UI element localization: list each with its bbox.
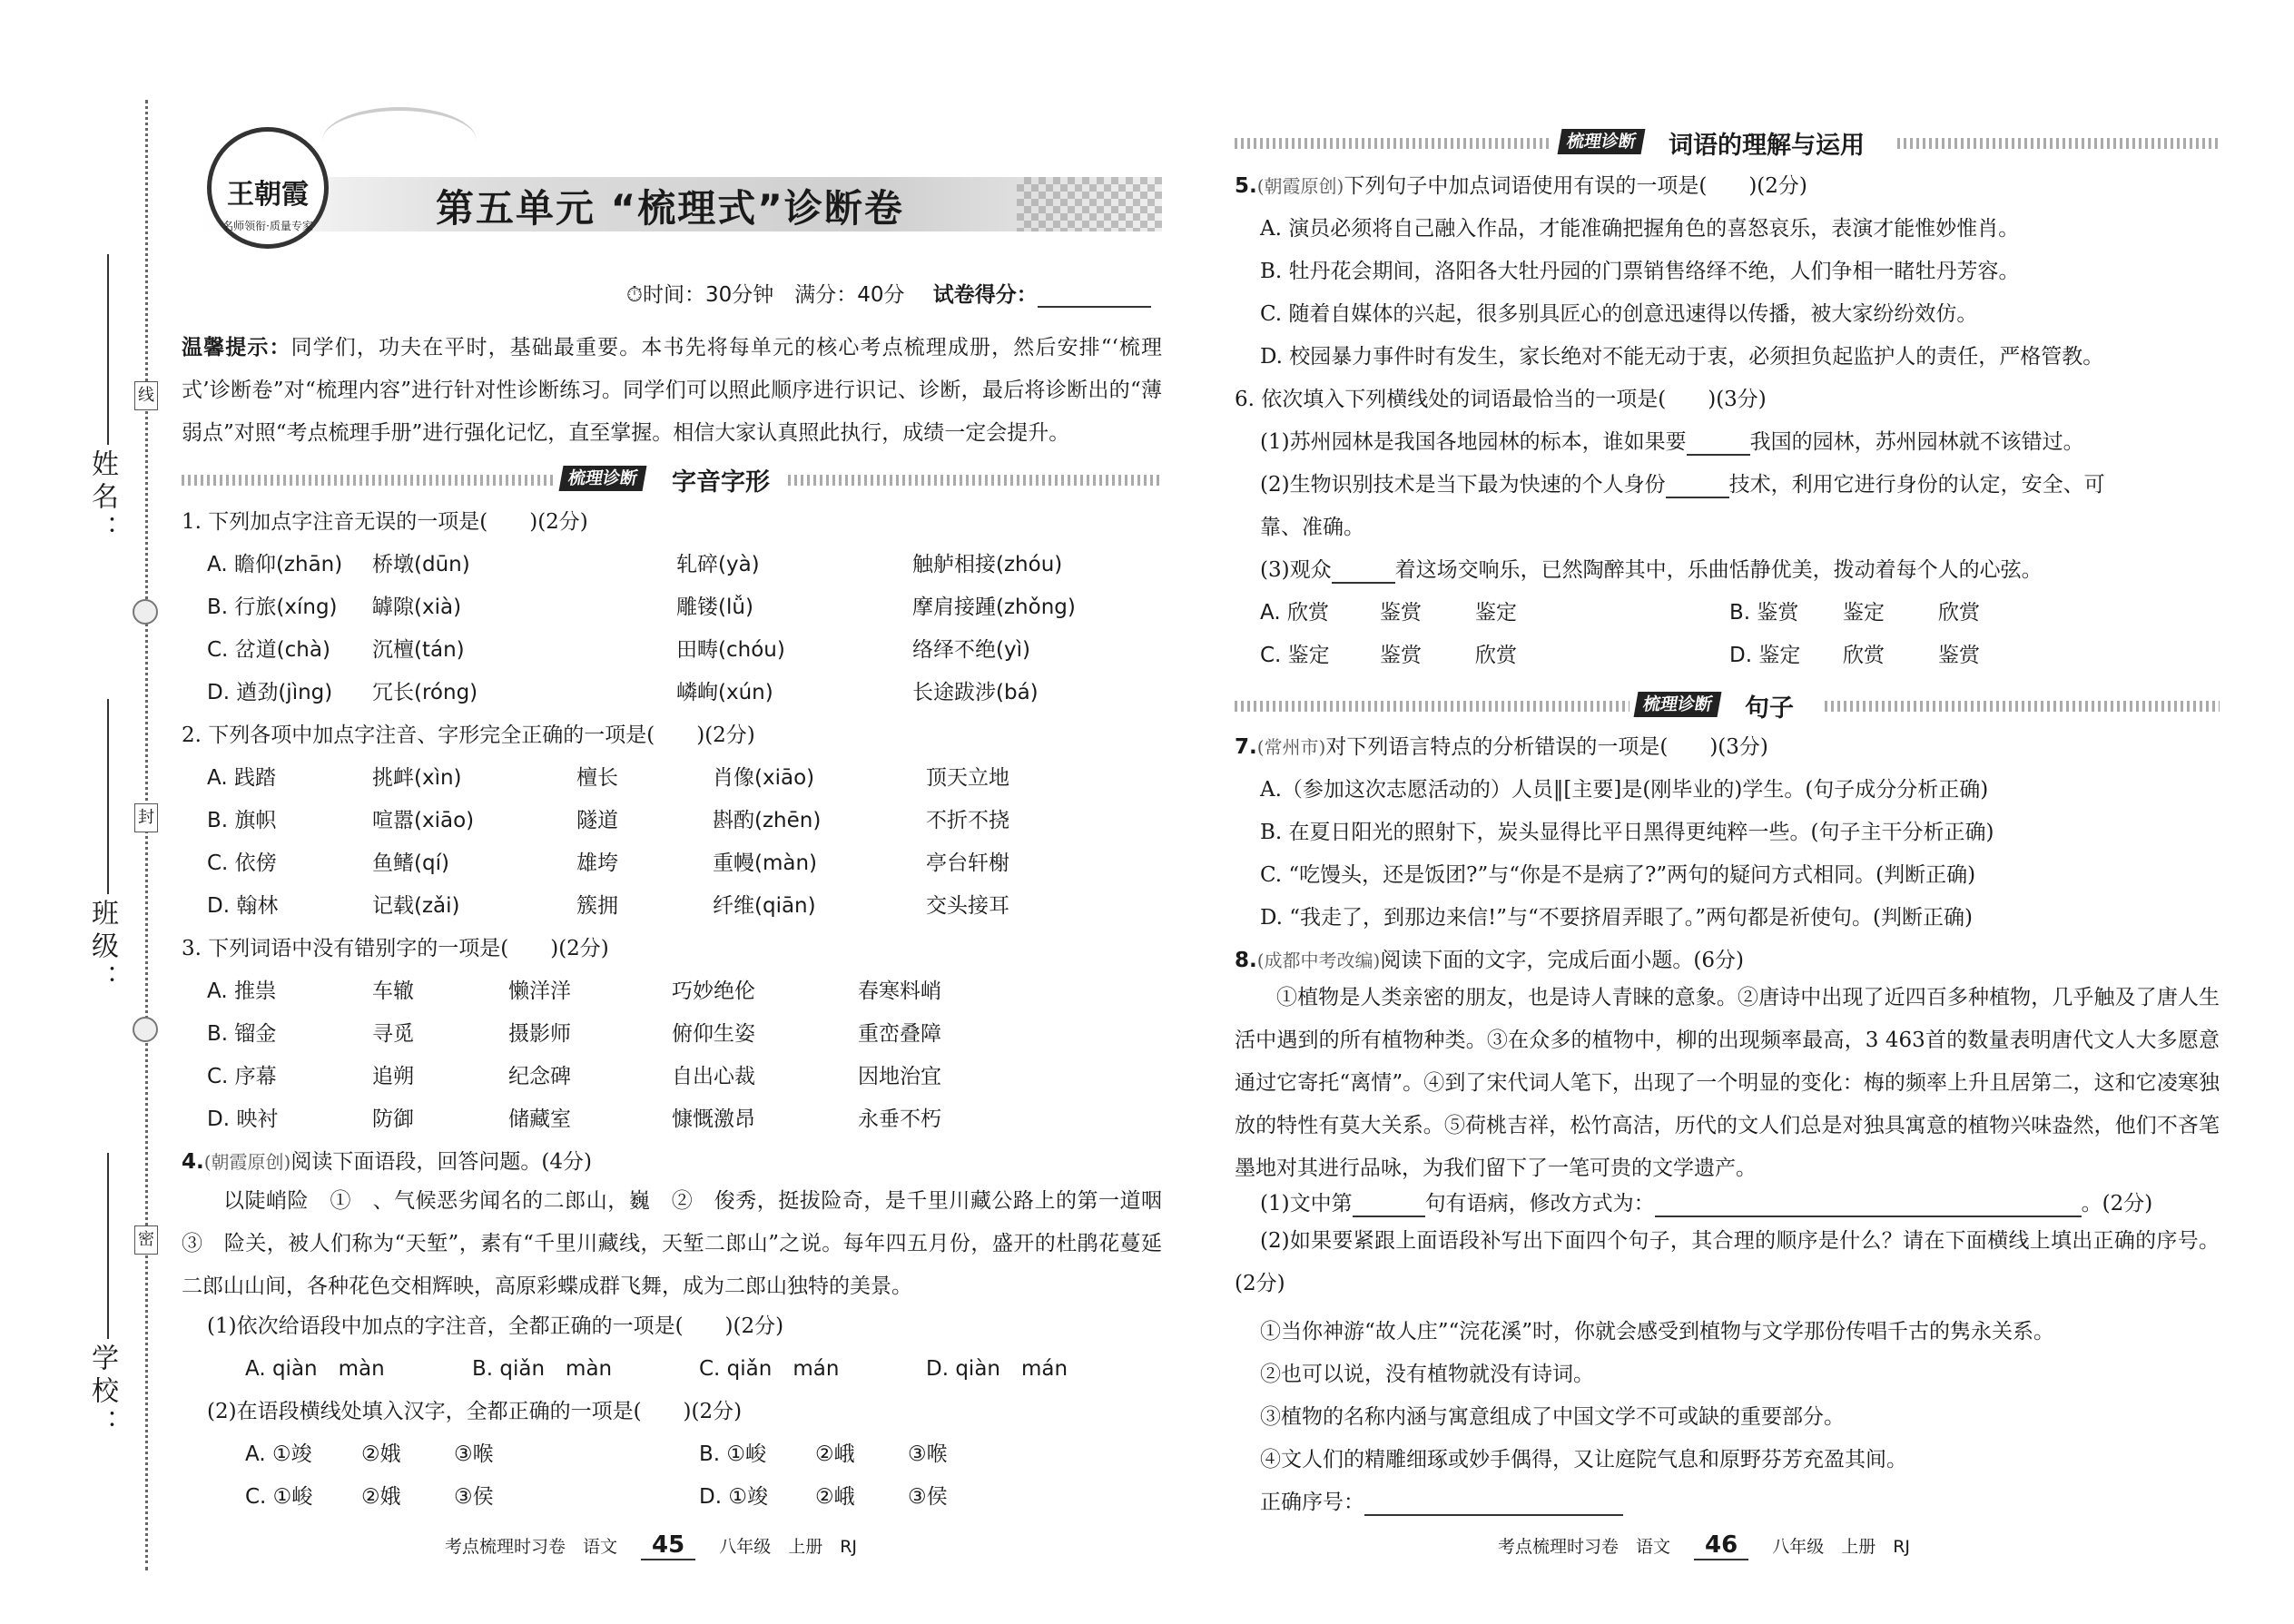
q4-sub2-stem: (2)在语段横线处填入汉字，全都正确的一项是( )(2分)	[207, 1400, 743, 1423]
q2-option[interactable]: B. 旗帜	[207, 809, 277, 832]
q5-number: 5.	[1235, 174, 1257, 198]
question-5-stem	[1235, 172, 1807, 200]
binding-hole-icon	[133, 1017, 158, 1042]
q3-option[interactable]: D. 映衬	[207, 1107, 279, 1131]
q2-word: 鱼鳍(qí)	[372, 851, 449, 875]
q3-word: 自出心裁	[672, 1065, 755, 1088]
q6-sentence-3	[1260, 556, 2043, 584]
class-label: 班级：	[86, 899, 118, 997]
q3-word: 寻觅	[372, 1022, 414, 1046]
footer-grade: 八年级 上册 RJ	[719, 1537, 858, 1557]
q3-word: 车辙	[372, 979, 414, 1003]
q3-word: 追朔	[372, 1065, 414, 1088]
q2-word: 交头接耳	[926, 894, 1009, 918]
q7-option[interactable]: B. 在夏日阳光的照射下，炭头显得比平日黑得更纯粹一些。(句子主干分析正确)	[1260, 821, 1994, 844]
q1-word: 雕镂(lǚ)	[676, 595, 753, 619]
dotted-rule	[1235, 138, 1552, 149]
q7-source: (常州市)	[1256, 736, 1326, 758]
q8-sub1-tail: 。(2分)	[2081, 1192, 2153, 1216]
section-title: 词语的理解与运用	[1669, 132, 1865, 160]
q8-passage: ①植物是人类亲密的朋友，也是诗人青睐的意象。②唐诗中出现了近四百多种植物，几乎触及了唐人生活中遇到的所有植物种类。③在众多的植物中，柳的出现频率最高，3 463首的数量表明唐代文人大多愿意通过它寄托“离情”。④到了宋代词人笔下，出现了一个明显的变化：梅的频率上升且居第二，这和它凌寒独放的特性有莫大关系。⑤荷桃吉祥，松竹高洁，历代的文人们总是对独具寓意的植物兴味盎然，他们不吝笔墨地对其进行品咏，为我们留下了一笔可贵的文学遗产。	[1235, 986, 2220, 1180]
q6-s2-wrap: 靠、准确。	[1260, 516, 1364, 539]
q2-option[interactable]: A. 践踏	[207, 766, 276, 790]
q1-word: 触舻相接(zhóu)	[912, 553, 1063, 576]
q5-source: (朝霞原创)	[1256, 175, 1344, 197]
q6-option[interactable]: B. 鉴赏	[1729, 601, 1799, 625]
q6-sentence-1	[1260, 428, 2084, 456]
brand-logo	[207, 127, 329, 249]
section-tag: 梳理诊断	[1558, 129, 1646, 154]
q7-stem-text: 对下列语言特点的分析错误的一项是( )(3分)	[1325, 735, 1768, 759]
q8-sub1-head: (1)文中第	[1260, 1192, 1353, 1216]
q6-s3-tail: 着这场交响乐，已然陶醉其中，乐曲恬静优美，拨动着每个人的心弦。	[1394, 558, 2043, 582]
q8-number: 8.	[1235, 949, 1257, 972]
q2-word: 亭台轩榭	[926, 851, 1009, 875]
q3-word: 永垂不朽	[858, 1107, 941, 1131]
q6-word: 鉴赏	[1380, 601, 1422, 625]
q4-source: (朝霞原创)	[203, 1151, 291, 1173]
q1-option[interactable]: C. 岔道(chà)	[207, 638, 330, 662]
q6-option[interactable]: C. 鉴定	[1260, 644, 1330, 667]
q8-item: ③植物的名称内涵与寓意组成了中国文学不可或缺的重要部分。	[1260, 1405, 1845, 1429]
q6-sentence-2	[1260, 471, 2105, 498]
footer-left	[445, 1531, 857, 1560]
q3-option[interactable]: B. 镏金	[207, 1022, 277, 1046]
q2-word: 斟酌(zhēn)	[713, 809, 822, 832]
q1-word: 田畴(chóu)	[676, 638, 785, 662]
q2-option[interactable]: C. 依傍	[207, 851, 277, 875]
q3-word: 巧妙绝伦	[672, 979, 755, 1003]
question-1-stem: 1. 下列加点字注音无误的一项是( )(2分)	[182, 510, 588, 534]
q6-word: 欣赏	[1843, 644, 1885, 667]
q2-word: 不折不挠	[926, 809, 1009, 832]
section-header-vocabulary	[1235, 129, 2220, 160]
q6-word: 鉴赏	[1938, 644, 1980, 667]
q5-option[interactable]: C. 随着自媒体的兴起，很多别具匠心的创意迅速得以传播，被大家纷纷效仿。	[1260, 302, 1978, 326]
q1-option[interactable]: A. 瞻仰(zhān)	[207, 553, 343, 576]
q3-word: 纪念碑	[508, 1065, 571, 1088]
q3-word: 因地治宜	[858, 1065, 941, 1088]
dotted-rule	[1235, 701, 1629, 712]
q8-stem-text: 阅读下面的文字，完成后面小题。(6分)	[1380, 949, 1744, 972]
school-label: 学校：	[86, 1343, 118, 1442]
section-header-pronunciation	[182, 466, 1162, 497]
q1-word: 沉檀(tán)	[372, 638, 465, 662]
q3-option[interactable]: A. 推祟	[207, 979, 276, 1003]
q8-sentence-number-field[interactable]	[1353, 1196, 1425, 1217]
footer-book: 考点梳理时习卷 语文	[1498, 1537, 1671, 1557]
tip-paragraph	[182, 327, 1162, 455]
q6-word: 鉴定	[1843, 601, 1885, 625]
q4-sub2-char: ③喉	[454, 1442, 494, 1466]
q3-word: 重峦叠障	[858, 1022, 941, 1046]
q6-option[interactable]: D. 鉴定	[1729, 644, 1801, 667]
q8-answer-label: 正确序号：	[1260, 1491, 1364, 1514]
q8-item: ④文人们的精雕细琢或妙手偶得，又让庭院气息和原野芬芳充盈其间。	[1260, 1448, 1907, 1471]
tip-label: 温馨提示：	[182, 336, 291, 359]
class-field[interactable]	[107, 699, 109, 894]
q1-word: 摩肩接踵(zhǒng)	[912, 595, 1076, 619]
q7-option[interactable]: A.（参加这次志愿活动的）人员‖[主要]是(刚毕业的)学生。(句子成分分析正确)	[1260, 778, 1989, 802]
q4-sub1-option[interactable]: C. qiǎn mán	[699, 1357, 840, 1381]
q4-sub2-option[interactable]: C. ①峻	[245, 1485, 313, 1509]
question-6-stem: 6. 依次填入下列横线处的词语最恰当的一项是( )(3分)	[1235, 388, 1767, 411]
logo-subtext: 名师领衔·质量专家	[222, 220, 313, 232]
score-label: 试卷得分：	[932, 283, 1038, 307]
q4-sub2-char: ③侯	[454, 1485, 494, 1509]
dotted-rule	[1897, 138, 2220, 149]
q6-s3-head: (3)观众	[1260, 558, 1332, 582]
question-7-stem	[1235, 733, 1768, 761]
q6-s2-head: (2)生物识别技术是当下最为快速的个人身份	[1260, 473, 1666, 497]
section-header-sentence	[1235, 692, 2220, 723]
footer-grade: 八年级 上册 RJ	[1772, 1537, 1911, 1557]
q4-sub2-char: ②峨	[815, 1485, 855, 1509]
q4-sub1-option[interactable]: A. qiàn màn	[245, 1357, 385, 1381]
section-tag: 梳理诊断	[559, 466, 647, 491]
section-title: 句子	[1745, 694, 1794, 723]
q6-blank-3[interactable]	[1332, 562, 1395, 584]
question-3-stem: 3. 下列词语中没有错别字的一项是( )(2分)	[182, 937, 609, 960]
q3-word: 摄影师	[508, 1022, 571, 1046]
q6-blank-1[interactable]	[1687, 434, 1750, 456]
time-and-score: ⏱时间：30分钟 满分：40分	[626, 283, 905, 307]
q1-word: 罅隙(xià)	[372, 595, 462, 619]
school-field[interactable]	[107, 1153, 109, 1339]
checker-decoration	[1017, 177, 1162, 231]
q2-word: 簇拥	[576, 894, 618, 918]
footer-right	[1498, 1531, 1910, 1560]
q8-sub1-mid: 句有语病，修改方式为：	[1424, 1192, 1655, 1216]
q6-s2-tail: 技术，利用它进行身份的认定，安全、可	[1728, 473, 2105, 497]
section-tag: 梳理诊断	[1634, 692, 1722, 717]
q4-number: 4.	[182, 1150, 204, 1174]
q3-word: 防御	[372, 1107, 414, 1131]
name-field[interactable]	[107, 254, 109, 445]
question-4-stem	[182, 1148, 592, 1176]
seal-mark-seal: 封	[134, 803, 158, 832]
q8-item: ①当你神游“故人庄”“浣花溪”时，你就会感受到植物与文学那份传唱千古的隽永关系。	[1260, 1320, 2055, 1343]
q8-answer	[1260, 1489, 1623, 1516]
q6-word: 欣赏	[1475, 644, 1517, 667]
q4-sub2-option[interactable]: B. ①峻	[699, 1442, 767, 1466]
q3-word: 俯仰生姿	[672, 1022, 755, 1046]
binding-line	[145, 100, 148, 1570]
q4-sub1-stem: (1)依次给语段中加点的字注音，全都正确的一项是( )(2分)	[207, 1314, 784, 1338]
q2-word: 重幔(màn)	[713, 851, 818, 875]
q4-sub1-option[interactable]: B. qiǎn màn	[472, 1357, 613, 1381]
q5-option[interactable]: D. 校园暴力事件时有发生，家长绝对不能无动于衷，必须担负起监护人的责任，严格管教。	[1260, 345, 2104, 369]
exam-info	[626, 278, 1151, 308]
logo-text: 王朝霞	[227, 179, 309, 211]
q2-word: 顶天立地	[926, 766, 1009, 790]
q7-option[interactable]: C. “吃馒头，还是饭团?”与“你是不是病了?”两句的疑问方式相同。(判断正确)	[1260, 863, 1976, 887]
seal-mark-close: 密	[134, 1225, 158, 1255]
q3-word: 懒洋洋	[508, 979, 571, 1003]
q5-option[interactable]: A. 演员必须将自己融入作品，才能准确把握角色的喜怒哀乐，表演才能惟妙惟肖。	[1260, 217, 2020, 241]
seal-mark-line: 线	[134, 381, 158, 410]
q1-word: 长途跋涉(bá)	[912, 681, 1039, 704]
q1-option[interactable]: B. 行旅(xíng)	[207, 595, 338, 619]
q4-sub2-char: ②娥	[361, 1442, 401, 1466]
page-number-left: 45	[641, 1531, 695, 1560]
q1-word: 络绎不绝(yì)	[912, 638, 1030, 662]
q6-s1-head: (1)苏州园林是我国各地园林的标本，谁如果要	[1260, 430, 1687, 454]
q4-stem-text: 阅读下面语段，回答问题。(4分)	[290, 1150, 592, 1174]
question-2-stem: 2. 下列各项中加点字注音、字形完全正确的一项是( )(2分)	[182, 723, 755, 747]
q4-sub2-option[interactable]: D. ①竣	[699, 1485, 768, 1509]
q1-word: 嶙峋(xún)	[676, 681, 773, 704]
q8-item: ②也可以说，没有植物就没有诗词。	[1260, 1363, 1594, 1386]
q4-sub2-char: ②峨	[815, 1442, 855, 1466]
q1-word: 轧碎(yà)	[676, 553, 760, 576]
q8-sub2-stem: (2)如果要紧跟上面语段补写出下面四个句子，其合理的顺序是什么？请在下面横线上填出正确的序号。(2分)	[1235, 1229, 2220, 1295]
tip-text: 同学们，功夫在平时，基础最重要。本书先将每单元的核心考点梳理成册，然后安排“‘梳理式’诊断卷”对“梳理内容”进行针对性诊断练习。同学们可以照此顺序进行识记、诊断，最后将诊断出的“薄弱点”对照“考点梳理手册”进行强化记忆，直至掌握。相信大家认真照此执行，成绩一定会提升。	[182, 336, 1162, 445]
q6-word: 欣赏	[1938, 601, 1980, 625]
q4-sub2-option[interactable]: A. ①竣	[245, 1442, 312, 1466]
q2-word: 挑衅(xìn)	[372, 766, 462, 790]
q8-source: (成都中考改编)	[1256, 950, 1381, 971]
q4-sub2-char: ②娥	[361, 1485, 401, 1509]
q3-word: 储藏室	[508, 1107, 571, 1131]
q2-word: 记载(zǎi)	[372, 894, 460, 918]
dotted-rule	[1825, 701, 2220, 712]
q5-stem-text: 下列句子中加点词语使用有误的一项是( )(2分)	[1344, 174, 1807, 198]
dotted-rule	[182, 475, 556, 486]
q6-option[interactable]: A. 欣赏	[1260, 601, 1329, 625]
q6-word: 鉴定	[1475, 601, 1517, 625]
q4-sub2-char: ③喉	[908, 1442, 948, 1466]
page-title: 第五单元 “梳理式”诊断卷	[436, 186, 904, 231]
score-field[interactable]	[1038, 286, 1151, 308]
q1-option[interactable]: D. 遒劲(jìng)	[207, 681, 333, 704]
q2-word: 隧道	[576, 809, 618, 832]
q3-option[interactable]: C. 序幕	[207, 1065, 277, 1088]
footer-book: 考点梳理时习卷 语文	[445, 1537, 618, 1557]
q7-option[interactable]: D. “我走了，到那边来信!”与“不要挤眉弄眼了。”两句都是祈使句。(判断正确)	[1260, 906, 1973, 930]
q3-word: 慷慨激昂	[672, 1107, 755, 1131]
section-title: 字音字形	[672, 468, 770, 497]
dotted-rule	[788, 475, 1162, 486]
q2-word: 檀长	[576, 766, 618, 790]
q6-s1-tail: 我国的园林，苏州园林就不该错过。	[1749, 430, 2084, 454]
q8-sub1	[1260, 1190, 2152, 1217]
q8-answer-field[interactable]	[1364, 1494, 1623, 1516]
binding-hole-icon	[133, 599, 158, 625]
question-8-stem	[1235, 947, 1744, 974]
name-label: 姓名：	[86, 449, 118, 547]
ribbon-decoration	[322, 107, 477, 174]
q2-word: 喧嚣(xiāo)	[372, 809, 475, 832]
q4-sub1-option[interactable]: D. qiàn mán	[926, 1357, 1068, 1381]
q5-option[interactable]: B. 牡丹花会期间，洛阳各大牡丹园的门票销售络绎不绝，人们争相一睹牡丹芳容。	[1260, 260, 2020, 283]
q8-revision-field[interactable]	[1655, 1196, 2082, 1217]
q6-blank-2[interactable]	[1666, 477, 1729, 498]
q4-sub2-char: ③侯	[908, 1485, 948, 1509]
page-number-right: 46	[1694, 1531, 1748, 1560]
q4-passage: 以陡峭险 ① 、气候恶劣闻名的二郎山，巍 ② 俊秀，挺拔险奇，是千里川藏公路上的第一道咽 ③ 险关，被人们称为“天堑”，素有“千里川藏线，天堑二郎山”之说。每年四五月份，盛开的杜鹃花蔓延二郎山山间，各种花色交相辉映，高原彩蝶成群飞舞，成为二郎山独特的美景。	[182, 1189, 1183, 1298]
q2-word: 纤维(qiān)	[713, 894, 816, 918]
q2-option[interactable]: D. 翰林	[207, 894, 279, 918]
q3-word: 春寒料峭	[858, 979, 941, 1003]
q6-word: 鉴赏	[1380, 644, 1422, 667]
q7-number: 7.	[1235, 735, 1257, 759]
q2-word: 雄垮	[576, 851, 618, 875]
q1-word: 桥墩(dūn)	[372, 553, 470, 576]
q2-word: 肖像(xiāo)	[713, 766, 815, 790]
q1-word: 冗长(róng)	[372, 681, 478, 704]
